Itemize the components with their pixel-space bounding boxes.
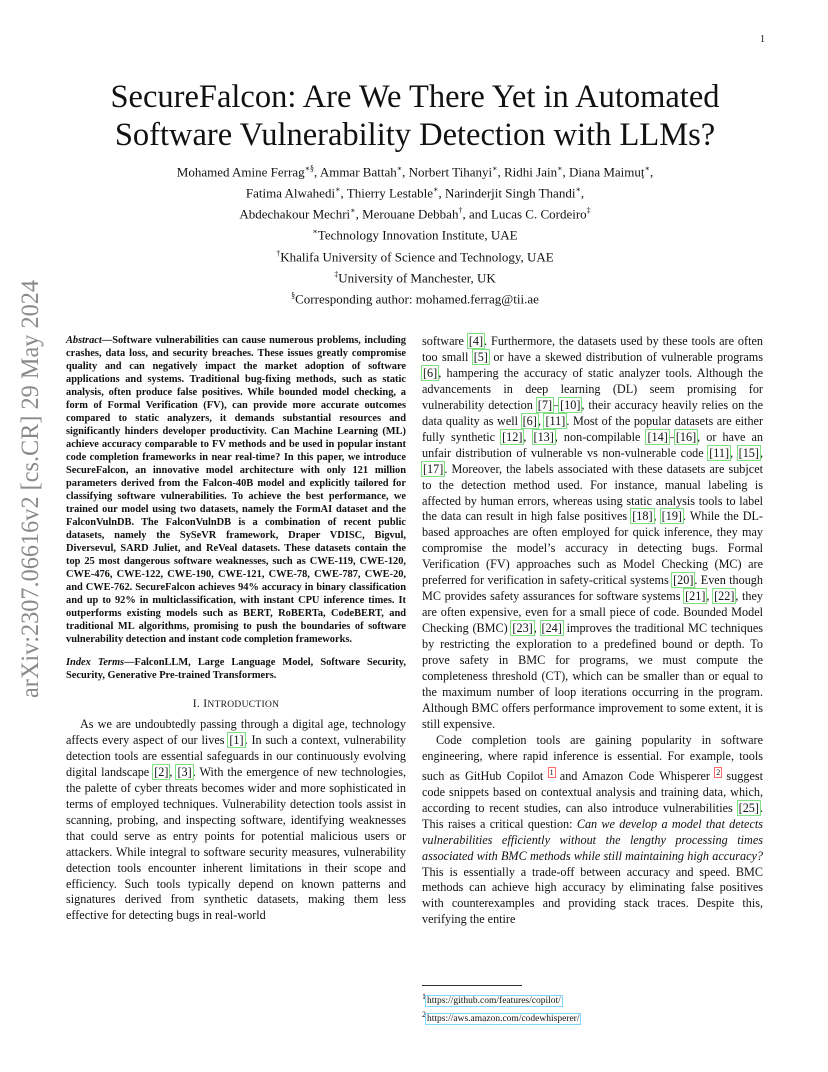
citation-link[interactable]: [10]: [560, 397, 581, 412]
footnotes: [422, 985, 763, 1026]
citation-link[interactable]: [16]: [675, 429, 697, 444]
citation-link[interactable]: [15]: [738, 445, 759, 460]
section-heading-introduction: I. INTRODUCTION: [192, 698, 280, 710]
citation-link[interactable]: [1]: [229, 732, 244, 747]
citation-link[interactable]: [22]: [714, 589, 735, 604]
citation-link[interactable]: [7]: [537, 397, 553, 412]
left-column: [66, 334, 406, 924]
citation-link[interactable]: [25]: [738, 800, 759, 815]
index-terms-text: —FalconLLM, Large Language Model, Software Security, Security, Generative Pre-trained Transformers.: [66, 657, 406, 681]
footnote-2-link[interactable]: https://aws.amazon.com/codewhisperer/: [427, 1014, 580, 1025]
author-block: Mohamed Amine Ferrag∗§, Ammar Battah∗, Norbert Tihanyi∗, Ridhi Jain∗, Diana Maimuț∗, Fatima Alwahedi∗, Thierry Lestable∗, Narinderjit Singh Thandi∗, Abdechakour Mechri∗, Merouane Debbah†, and Lucas C. Cordeiro‡ ∗Technology Innovation Institute, UAE †Khalifa University of Science and Technology, UAE ‡University of Manchester, UK §Corresponding author: mohamed.ferrag@tii.ae: [176, 164, 654, 307]
citation-link[interactable]: [3]: [177, 764, 192, 779]
footnote-2: $^2$https://aws.amazon.com/codewhisperer/: [422, 1010, 580, 1025]
right-paragraph-2: Code completion tools are gaining popularity in software engineering, where rapid inference is essential. For example, tools such as GitHub Copilot $^1$ and Amazon Code Whisperer $^2$ suggest code snippets based on contextual analysis and training data, which, according to recent studies, can also introduce vulnerabilities [25]. This raises a critical question: Can we develop a model that detects vulnerabilities efficiently without the lengthy processing times associated with BMC methods while still maintaining high accuracy? This is essentially a trade-off between accuracy and speed. BMC methods can achieve high accuracy by eliminating false positives with counterexamples and providing stack traces. Despite this, verifying the entire: [422, 732, 763, 927]
citation-link[interactable]: [19]: [661, 509, 682, 524]
citation-link[interactable]: [6]: [522, 413, 537, 428]
intro-paragraph: As we are undoubtedly passing through a digital age, technology affects every aspect of our lives [1]. In such a context, vulnerability detection tools are essential safeguards in our continuously evolving digital landscape [2], [3]. With the emergence of new technologies, the palette of cyber threats becomes wider and more sophisticated in terms of employed techniques. Vulnerability detection tools assist in scanning, probing, and inspecting software, identifying weaknesses that could serve as entry points for potential malicious users or attackers. While integral to software security measures, vulnerability detection tools encounter inherent limitations in their scope and efficiency. Such tools typically depend on known patterns and signatures derived from synthetic datasets, making them less effective for detecting bugs in real-world: [66, 717, 406, 923]
page-number: 1: [760, 34, 765, 45]
citation-link[interactable]: [18]: [632, 509, 653, 524]
footnote-rule: [422, 985, 522, 986]
citation-link[interactable]: [24]: [541, 621, 562, 636]
citation-link[interactable]: [12]: [502, 429, 523, 444]
title-line-2: Software Vulnerability Detection with LLMs?: [114, 117, 716, 153]
citation-link[interactable]: [11]: [709, 445, 730, 460]
citation-link[interactable]: [20]: [673, 573, 694, 588]
citation-link[interactable]: [23]: [512, 621, 533, 636]
right-column: [422, 334, 763, 928]
citation-link[interactable]: [21]: [685, 589, 706, 604]
index-terms: [66, 656, 406, 682]
arxiv-stamp: [8, 280, 46, 700]
abstract: [66, 334, 406, 646]
right-paragraph-1: software [4]. Furthermore, the datasets used by these tools are often too small [5] or have a skewed distribution of vulnerable programs [6], hampering the accuracy of static analyzer tools. Although the advancements in deep learning (DL) seem promising for vulnerability detection [7]–[10], their accuracy heavily relies on the data quality as well [6], [11]. Most of the popular datasets are either fully synthetic [12], [13], non-compilable [14]–[16], or have an unfair distribution of vulnerable vs non-vulnerable code [11], [15], [17]. Moreover, the labels associated with these datasets are subjcet to the detection method used. For instance, manual labeling is affected by human errors, whereas using static analysis tools to label the data can result in high false positives [18], [19]. While the DL-based approaches are often employed for quick inference, they may compromise the model’s accuracy in detecting bugs. Formal Verification (FV) approaches such as Model Checking (MC) are preferred for verification in safety-critical systems [20]. Even though MC provides safety assurances for software systems [21], [22], they are often expensive, even for a small piece of code. Bounded Model Checking (BMC) [23], [24] improves the traditional MC techniques by restricting the exploration to a predefined bound or depth. To prove safety in BMC for programs, we must compute the completeness threshold (CT), which can be smaller than or equal to the maximum number of loop iterations occurring in the program. Although BMC offers performance improvement to some extent, it is still expensive.: [422, 334, 764, 731]
footnote-marker-link[interactable]: 1: [549, 767, 554, 777]
citation-link[interactable]: [4]: [468, 334, 484, 348]
footnote-1: $^1$https://github.com/features/copilot/: [422, 992, 561, 1007]
citation-link[interactable]: [17]: [423, 461, 444, 476]
footnote-marker-link[interactable]: 2: [716, 767, 721, 777]
citation-link[interactable]: [5]: [473, 349, 488, 364]
title-line-1: SecureFalcon: Are We There Yet in Automated: [110, 79, 720, 115]
paper-title: [60, 78, 770, 154]
citation-link[interactable]: [6]: [423, 365, 438, 380]
abstract-label: Abstract: [66, 335, 102, 346]
citation-link[interactable]: [14]: [647, 429, 668, 444]
footnote-1-link[interactable]: https://github.com/features/copilot/: [427, 996, 561, 1007]
citation-link[interactable]: [2]: [154, 764, 169, 779]
arxiv-stamp-text: arXiv:2307.06616v2 [cs.CR] 29 May 2024: [15, 280, 44, 698]
citation-link[interactable]: [11]: [545, 413, 566, 428]
abstract-text: —Software vulnerabilities can cause numerous problems, including crashes, data loss, and security breaches. These issues greatly compromise quality and can negatively impact the market adoption of software applications and systems. Traditional bug-fixing methods, such as static analysis, often produce false positives. While bounded model checking, a form of Formal Verification (FV), can provide more accurate outcomes compared to static analyzers, it demands substantial resources and significantly hinders developer productivity. Can Machine Learning (ML) achieve accuracy comparable to FV methods and be used in popular instant code completion frameworks in near real-time? In this paper, we introduce SecureFalcon, an innovative model architecture with only 121 million parameters derived from the Falcon-40B model and explicitly tailored for classifying software vulnerabilities. To achieve the best performance, we trained our model using two datasets, namely the FormAI dataset and the FalconVulnDB. The FalconVulnDB is a combination of recent public datasets, namely the SySeVR framework, Draper VDISC, Bigvul, Diversevul, SARD Juliet, and ReVeal datasets. These datasets contain the top 25 most dangerous software weaknesses, such as CWE-119, CWE-120, CWE-476, CWE-122, CWE-190, CWE-121, CWE-78, CWE-787, CWE-20, and CWE-762. SecureFalcon achieves 94% accuracy in binary classification and up to 92% in multiclassification, with instant CPU inference times. It outperforms existing models such as BERT, RoBERTa, CodeBERT, and traditional ML algorithms, promising to push the boundaries of software vulnerability detection and instant code completion frameworks.: [66, 335, 406, 645]
index-terms-label: Index Terms: [66, 657, 125, 668]
citation-link[interactable]: [13]: [533, 429, 554, 444]
